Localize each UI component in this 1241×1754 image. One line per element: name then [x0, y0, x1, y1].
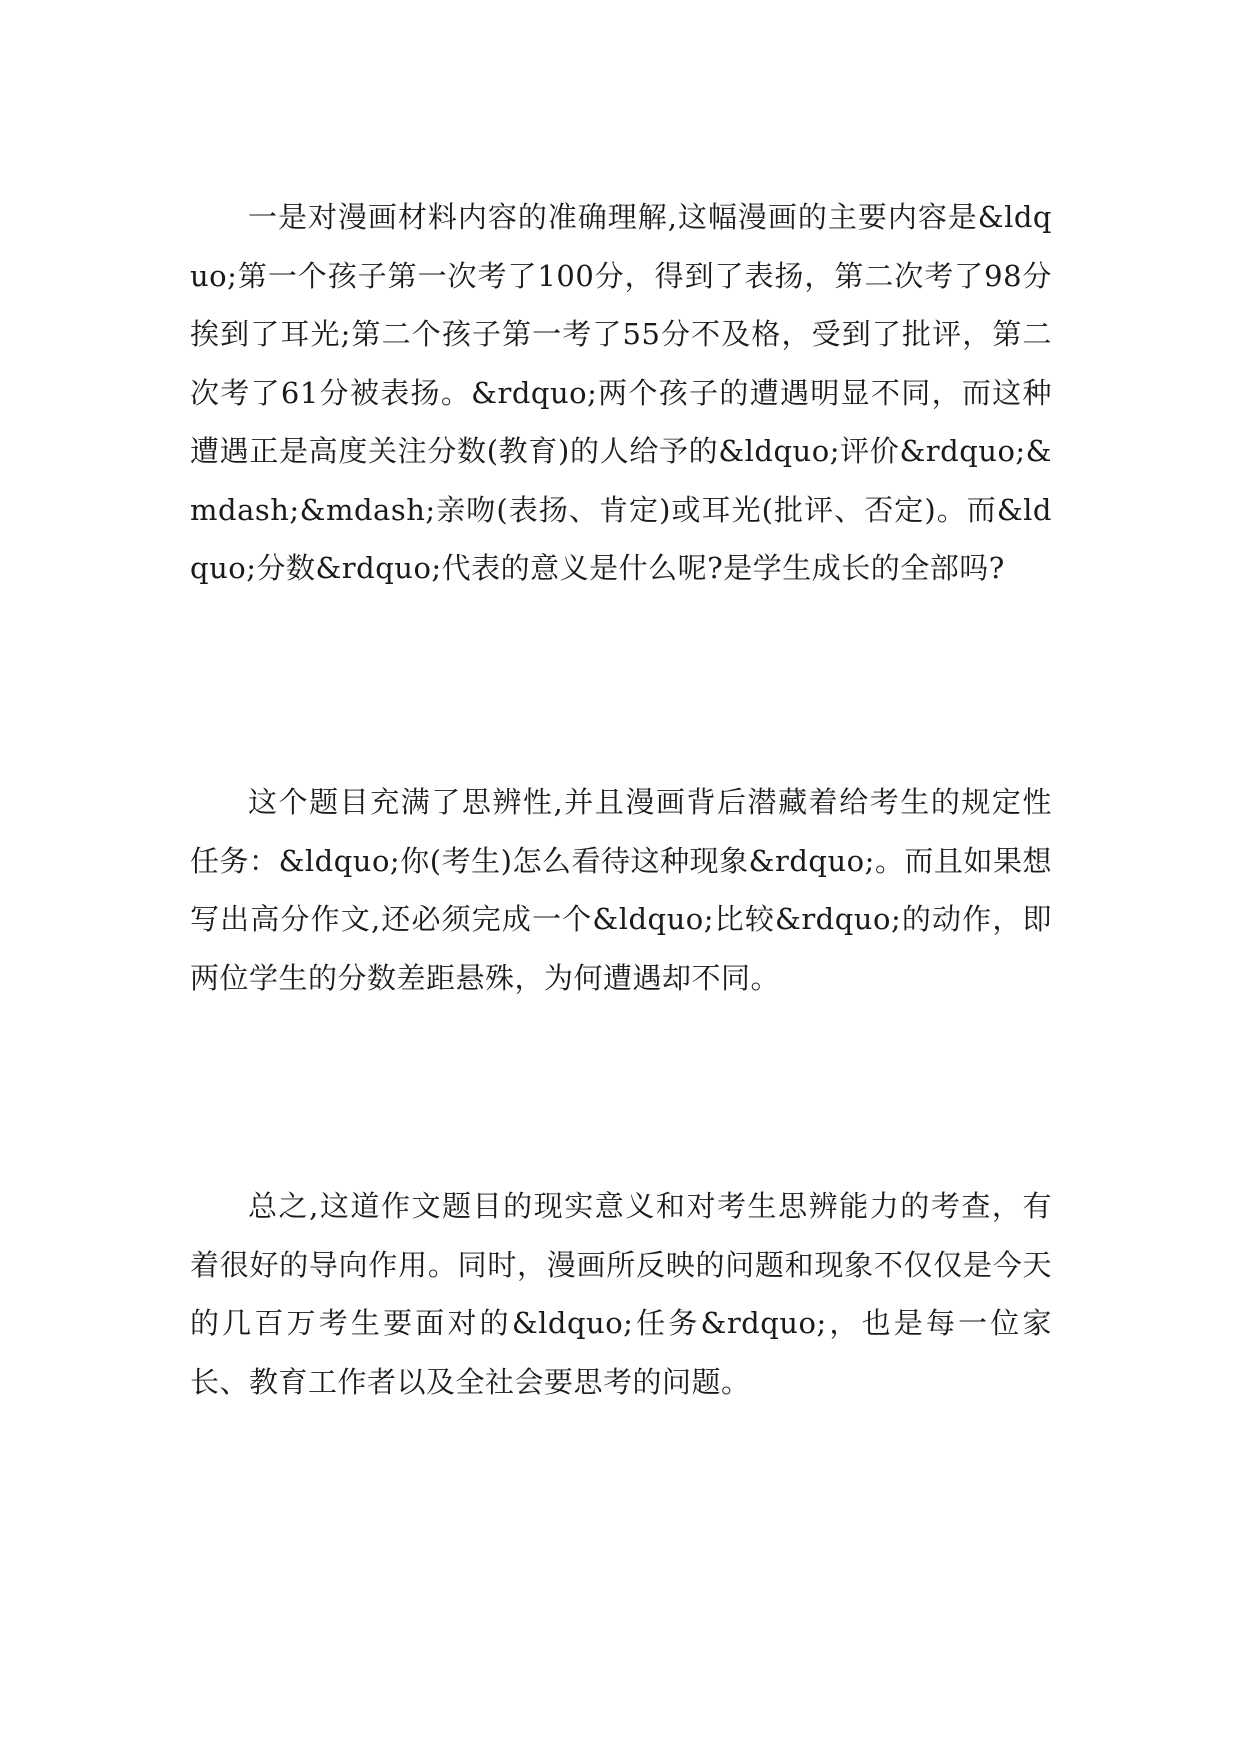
paragraph-task-analysis: 这个题目充满了思辨性,并且漫画背后潜藏着给考生的规定性任务：&ldquo;你(考生)怎么看待这种现象&rdquo;。而且如果想写出高分作文,还必须完成一个&ldquo;比较&rdquo;的动作，即两位学生的分数差距悬殊，为何遭遇却不同。	[190, 785, 1052, 995]
paragraph-conclusion: 总之,这道作文题目的现实意义和对考生思辨能力的考查，有着很好的导向作用。同时，漫画所反映的问题和现象不仅仅是今天的几百万考生要面对的&ldquo;任务&rdquo;，也是每一位家长、教育工作者以及全社会要思考的问题。	[190, 1189, 1052, 1399]
paragraph-comic-analysis: 一是对漫画材料内容的准确理解,这幅漫画的主要内容是&ldquo;第一个孩子第一次考了100分，得到了表扬，第二次考了98分挨到了耳光;第二个孩子第一考了55分不及格，受到了批评，第二次考了61分被表扬。&rdquo;两个孩子的遭遇明显不同，而这种遭遇正是高度关注分数(教育)的人给予的&ldquo;评价&rdquo;&mdash;&mdash;亲吻(表扬、肯定)或耳光(批评、否定)。而&ldquo;分数&rdquo;代表的意义是什么呢?是学生成长的全部吗?	[190, 200, 1052, 585]
